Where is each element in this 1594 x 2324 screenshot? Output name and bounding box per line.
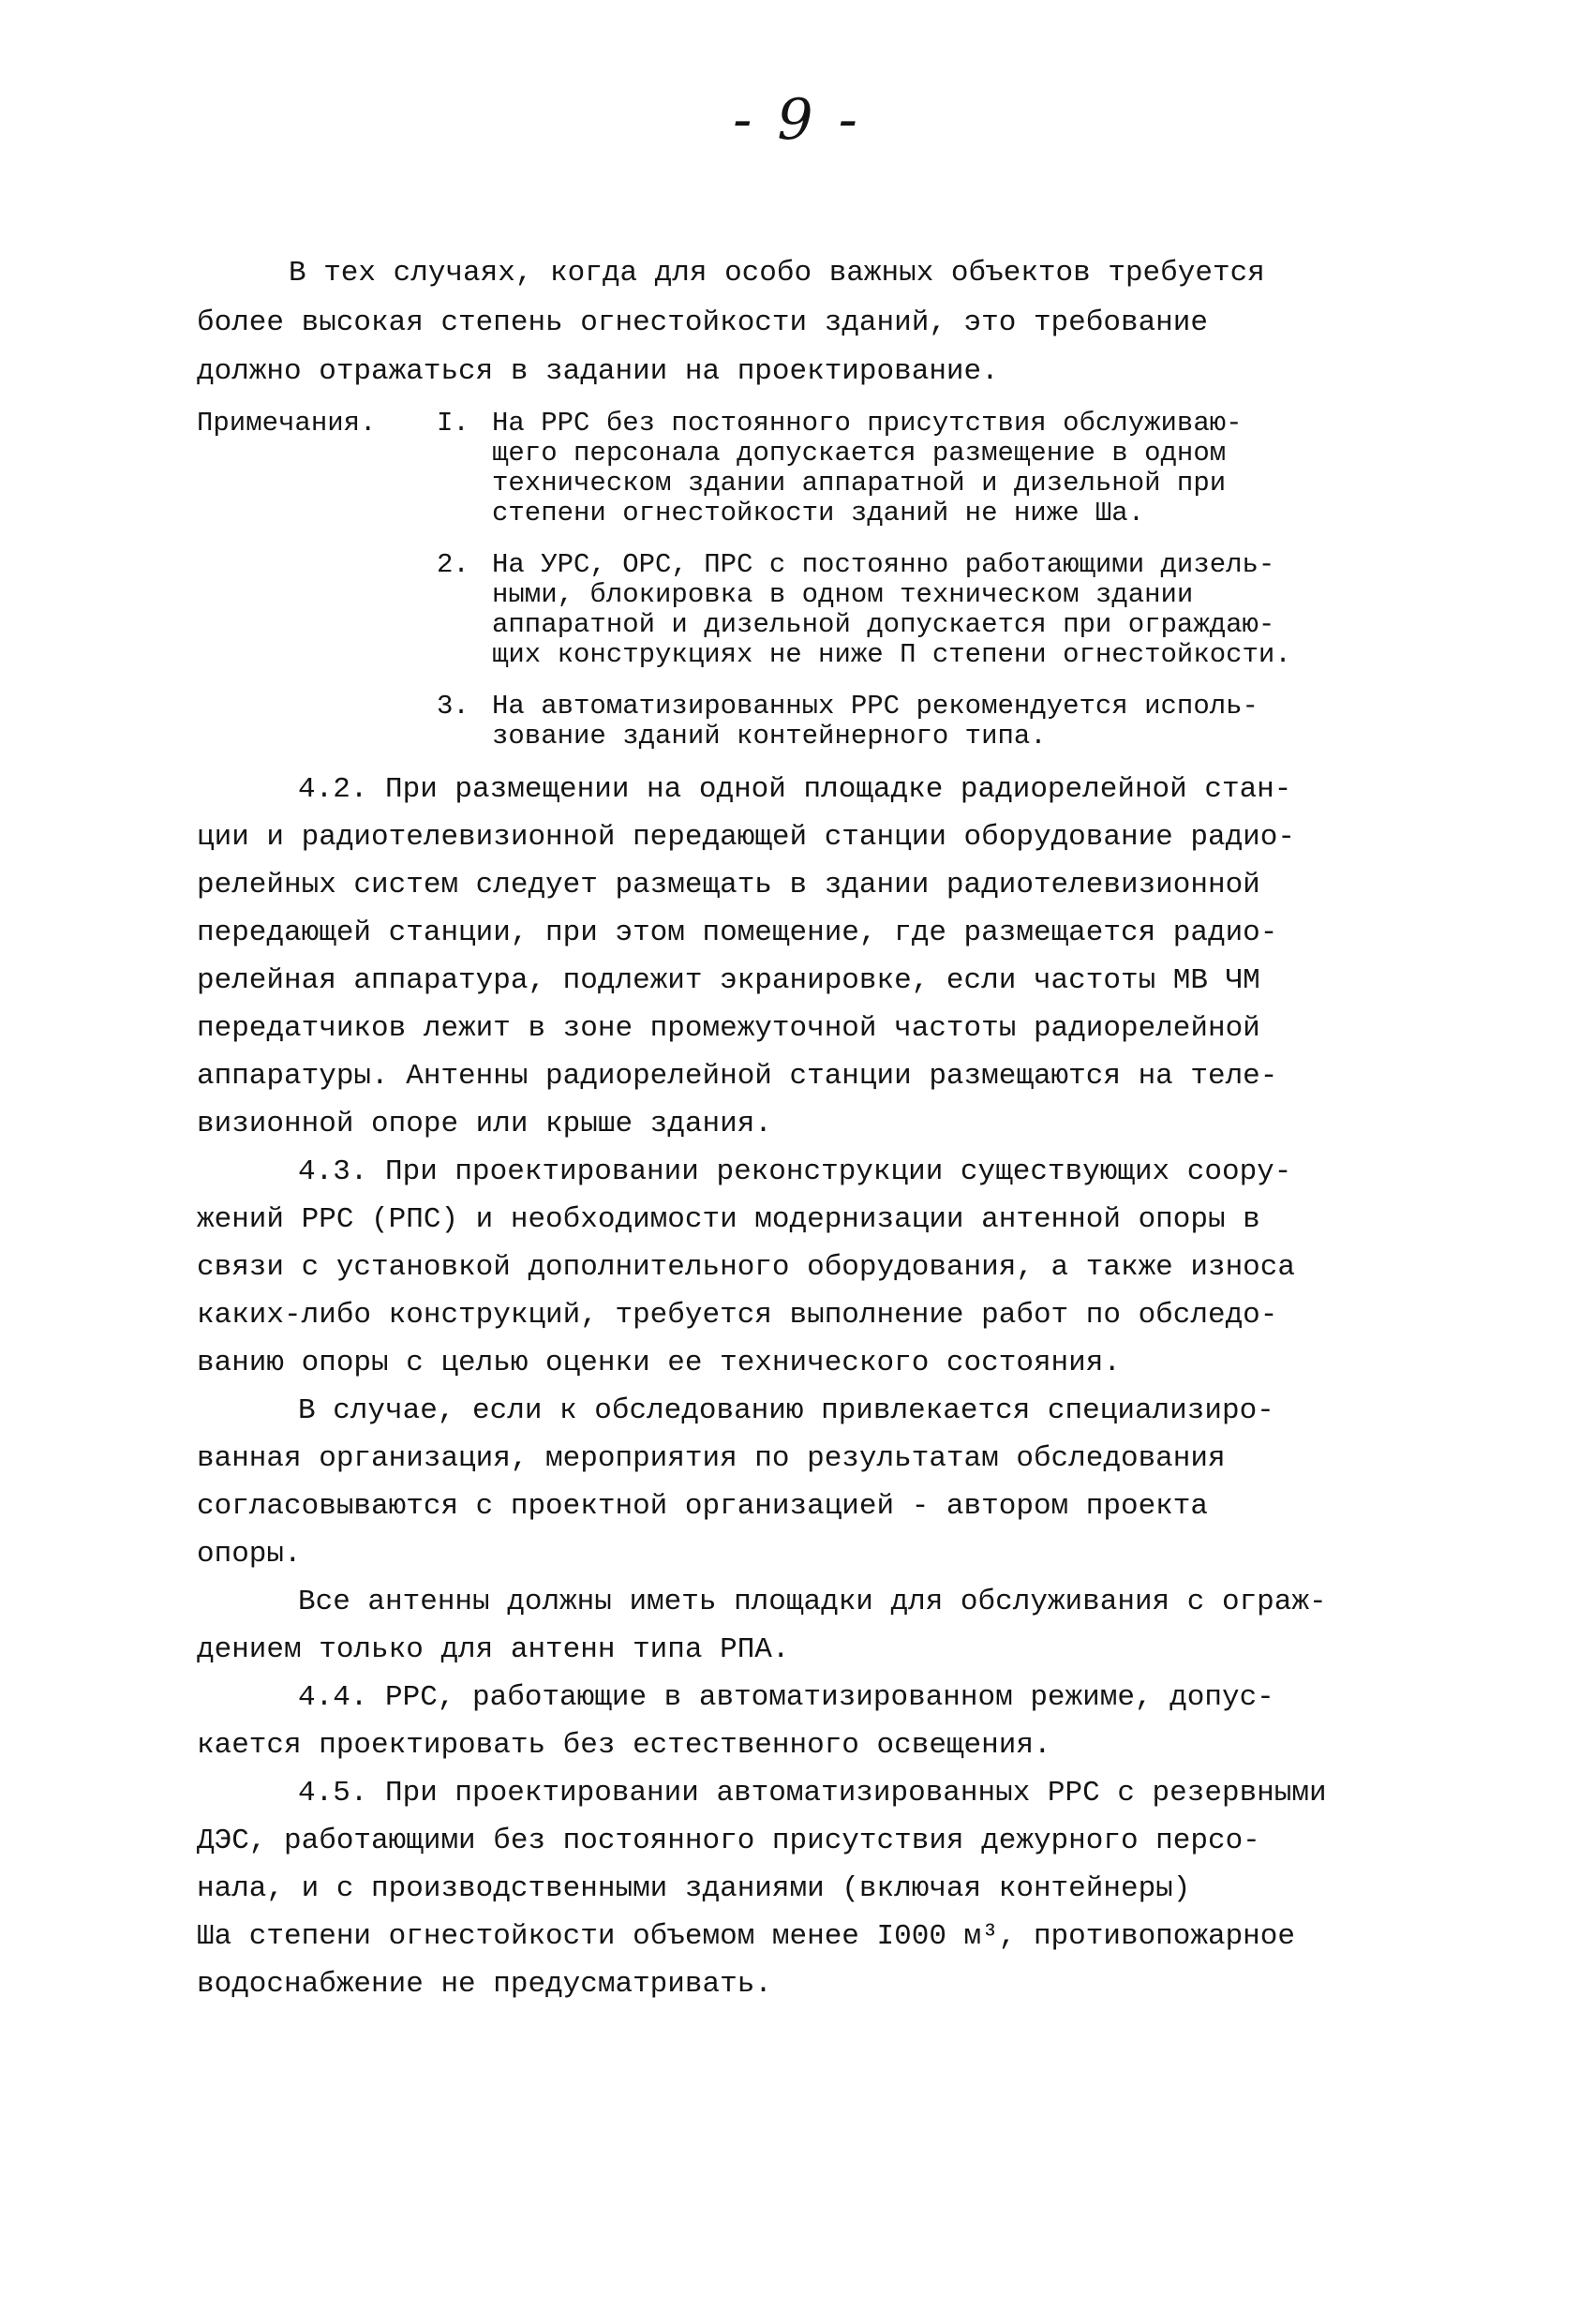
text-line: должно отражаться в задании на проектирование. [197,355,999,388]
text-line: каких-либо конструкций, требуется выполнение работ по обследо- [197,1299,1278,1332]
text-line: связи с установкой дополнительного оборудования, а также износа [197,1251,1295,1284]
note-line: На РРС без постоянного присутствия обслуживаю- [492,408,1243,439]
text-line: Все антенны должны иметь площадки для обслуживания с ограж- [298,1586,1327,1618]
note-line: техническом здании аппаратной и дизельной при [492,468,1227,499]
text-line: ванная организация, мероприятия по результатам обследования [197,1442,1226,1475]
text-line: аппаратуры. Антенны радиорелейной станции размещаются на теле- [197,1060,1278,1093]
text-line: нала, и с производственными зданиями (включая контейнеры) [197,1872,1191,1905]
text-line: передающей станции, при этом помещение, где размещается радио- [197,916,1278,949]
text-line: водоснабжение не предусматривать. [197,1968,772,2001]
text-line: В случае, если к обследованию привлекается специализиро- [298,1394,1274,1427]
text-line: визионной опоре или крыше здания. [197,1108,772,1140]
text-line: опоры. [197,1538,302,1571]
text-line: дением только для антенн типа РПА. [197,1633,790,1666]
note-number: 3. [437,691,469,722]
page-number: - 9 - [733,87,861,153]
notes-label: Примечания. [197,408,377,439]
text-line: согласовываются с проектной организацией - автором проекта [197,1490,1208,1523]
note-number: 2. [437,549,469,580]
note-line: ными, блокировка в одном техническом здании [492,579,1194,610]
text-line: кается проектировать без естественного освещения. [197,1729,1051,1762]
text-line: ванию опоры с целью оценки ее технического состояния. [197,1347,1121,1379]
note-line: зование зданий контейнерного типа. [492,721,1047,752]
note-line: степени огнестойкости зданий не ниже Ша. [492,498,1145,529]
text-line: релейная аппаратура, подлежит экранировке, если частоты МВ ЧМ [197,964,1260,997]
text-line: 4.3. При проектировании реконструкции существующих соору- [298,1155,1292,1188]
note-line: На автоматизированных РРС рекомендуется исполь- [492,691,1259,722]
text-line: жений РРС (РПС) и необходимости модернизации антенной опоры в [197,1203,1260,1236]
text-line: В тех случаях, когда для особо важных объектов требуется [289,257,1265,290]
text-line: ДЭС, работающими без постоянного присутствия дежурного персо- [197,1825,1260,1857]
note-line: щего персонала допускается размещение в одном [492,438,1227,469]
note-number: I. [437,408,469,439]
text-line: более высокая степень огнестойкости зданий, это требование [197,306,1208,339]
text-line: 4.4. РРС, работающие в автоматизированном режиме, допус- [298,1681,1274,1714]
text-line: Ша степени огнестойкости объемом менее I000 м³, противопожарное [197,1920,1295,1953]
note-line: На УРС, ОРС, ПРС с постоянно работающими дизель- [492,549,1275,580]
text-line: 4.2. При размещении на одной площадке радиорелейной стан- [298,773,1292,806]
note-line: щих конструкциях не ниже П степени огнестойкости. [492,639,1291,670]
text-line: релейных систем следует размещать в здании радиотелевизионной [197,869,1260,901]
text-line: ции и радиотелевизионной передающей станции оборудование радио- [197,821,1295,854]
text-line: 4.5. При проектировании автоматизированных РРС с резервными [298,1777,1327,1810]
text-line: передатчиков лежит в зоне промежуточной частоты радиорелейной [197,1012,1260,1045]
note-line: аппаратной и дизельной допускается при ограждаю- [492,609,1275,640]
